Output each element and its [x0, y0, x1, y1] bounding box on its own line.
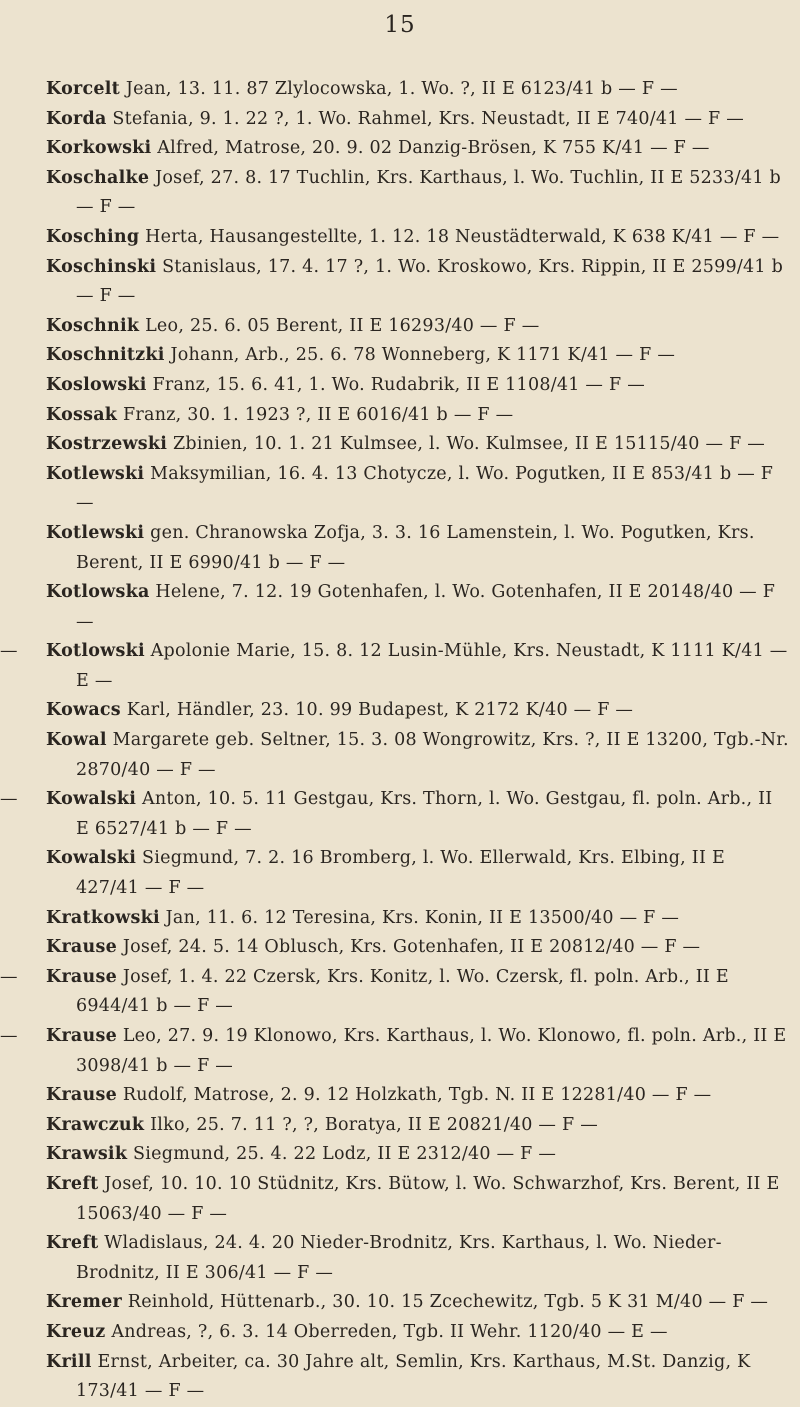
entry-surname: Kossak: [46, 404, 118, 425]
list-item: [0, 1081, 800, 1111]
entry-list: [0, 75, 800, 1407]
entry-surname: Kreft: [46, 1233, 99, 1254]
entry-details: Leo, 27. 9. 19 Klonowo, Krs. Karthaus, l. Wo. Klonowo, fl. poln. Arb., II E 3098/41 b — F —: [76, 1026, 787, 1076]
entry-surname: Korkowski: [46, 138, 152, 159]
entry-details: Helene, 7. 12. 19 Gotenhafen, l. Wo. Gotenhafen, II E 20148/40 — F —: [76, 582, 776, 632]
entry-surname: Krawsik: [46, 1144, 128, 1165]
list-item: [0, 785, 800, 844]
entry-surname: Krawczuk: [46, 1114, 145, 1135]
entry-surname: Kotlowska: [46, 582, 150, 603]
entry-details: Reinhold, Hüttenarb., 30. 10. 15 Zcechewitz, Tgb. 5 K 31 M/40 — F —: [127, 1292, 769, 1313]
list-item: [0, 933, 800, 963]
margin-dash-mark: —: [0, 966, 18, 987]
margin-dash-mark: —: [0, 1026, 18, 1046]
list-item: [0, 844, 800, 903]
entry-details: Karl, Händler, 23. 10. 99 Budapest, K 2172 K/40 — F —: [126, 700, 634, 721]
list-item: [0, 1140, 800, 1170]
entry-details: Stefania, 9. 1. 22 ?, 1. Wo. Rahmel, Krs. Neustadt, II E 740/41 — F —: [112, 108, 744, 129]
entry-surname: Kremer: [46, 1292, 122, 1313]
list-item: [0, 164, 800, 223]
entry-details: Leo, 25. 6. 05 Berent, II E 16293/40 — F —: [145, 315, 540, 336]
entry-surname: Koschnik: [46, 315, 140, 336]
list-item: [0, 460, 800, 519]
entry-details: Siegmund, 7. 2. 16 Bromberg, l. Wo. Ellerwald, Krs. Elbing, II E 427/41 — F —: [76, 848, 725, 899]
entry-details: Josef, 27. 8. 17 Tuchlin, Krs. Karthaus, l. Wo. Tuchlin, II E 5233/41 b — F —: [76, 167, 781, 218]
list-item: [0, 578, 800, 637]
list-item: [0, 223, 800, 253]
entry-surname: Kotlewski: [46, 522, 145, 543]
margin-dash-mark: —: [0, 641, 18, 662]
entry-surname: Koschalke: [46, 167, 150, 188]
entry-details: gen. Chranowska Zofja, 3. 3. 16 Lamenstein, l. Wo. Pogutken, Krs. Berent, II E 6990/41 b — F —: [76, 522, 755, 573]
list-item: [0, 1111, 800, 1141]
entry-details: Siegmund, 25. 4. 22 Lodz, II E 2312/40 — F —: [133, 1144, 557, 1165]
entry-details: Anton, 10. 5. 11 Gestgau, Krs. Thorn, l. Wo. Gestgau, fl. poln. Arb., II E 6527/41 b — F —: [76, 789, 773, 839]
entry-surname: Krause: [46, 966, 117, 987]
list-item: [0, 75, 800, 105]
entry-details: Franz, 30. 1. 1923 ?, II E 6016/41 b — F —: [123, 404, 514, 425]
list-item: [0, 401, 800, 431]
entry-surname: Koschnitzki: [46, 345, 165, 366]
entry-surname: Kosching: [46, 226, 140, 247]
entry-surname: Korcelt: [46, 79, 120, 99]
entry-details: Herta, Hausangestellte, 1. 12. 18 Neustädterwald, K 638 K/41 — F —: [145, 226, 780, 247]
list-item: [0, 519, 800, 578]
list-item: [0, 1348, 800, 1407]
entry-surname: Krause: [46, 937, 117, 958]
entry-details: Ilko, 25. 7. 11 ?, ?, Boratya, II E 20821/40 — F —: [150, 1114, 598, 1135]
list-item: [0, 963, 800, 1022]
entry-surname: Kostrzewski: [46, 434, 168, 455]
list-item: [0, 726, 800, 785]
entry-details: Jan, 11. 6. 12 Teresina, Krs. Konin, II E 13500/40 — F —: [165, 907, 680, 928]
list-item: [0, 696, 800, 726]
entry-surname: Krause: [46, 1026, 117, 1046]
entry-details: Andreas, ?, 6. 3. 14 Oberreden, Tgb. II Wehr. 1120/40 — E —: [111, 1321, 668, 1342]
entry-details: Wladislaus, 24. 4. 20 Nieder-Brodnitz, Krs. Karthaus, l. Wo. Nieder-Brodnitz, II E 306/41 — F —: [76, 1233, 722, 1283]
entry-surname: Kowal: [46, 730, 107, 751]
entry-surname: Krause: [46, 1085, 117, 1106]
entry-details: Alfred, Matrose, 20. 9. 02 Danzig-Brösen, K 755 K/41 — F —: [157, 138, 710, 159]
list-item: [0, 371, 800, 401]
list-item: [0, 1288, 800, 1318]
entry-surname: Korda: [46, 108, 107, 129]
entry-details: Ernst, Arbeiter, ca. 30 Jahre alt, Semlin, Krs. Karthaus, M.St. Danzig, K 173/41 — F —: [76, 1351, 751, 1402]
entry-details: Jean, 13. 11. 87 Zlylocowska, 1. Wo. ?, II E 6123/41 b — F —: [125, 79, 678, 99]
entry-details: Johann, Arb., 25. 6. 78 Wonneberg, K 1171 K/41 — F —: [170, 345, 676, 366]
entry-surname: Kotlewski: [46, 463, 145, 484]
entry-surname: Kratkowski: [46, 907, 160, 928]
entry-details: Josef, 10. 10. 10 Stüdnitz, Krs. Bütow, l. Wo. Schwarzhof, Krs. Berent, II E 15063/40 — F —: [76, 1173, 780, 1224]
entry-details: Stanislaus, 17. 4. 17 ?, 1. Wo. Kroskowo, Krs. Rippin, II E 2599/41 b — F —: [76, 256, 784, 307]
entry-surname: Kowalski: [46, 848, 137, 869]
entry-details: Josef, 24. 5. 14 Oblusch, Krs. Gotenhafen, II E 20812/40 — F —: [122, 937, 701, 958]
margin-dash-mark: —: [0, 789, 18, 810]
list-item: [0, 105, 800, 135]
list-item: [0, 637, 800, 696]
entry-details: Rudolf, Matrose, 2. 9. 12 Holzkath, Tgb. N. II E 12281/40 — F —: [122, 1085, 712, 1106]
list-item: [0, 430, 800, 460]
page-number: 15: [384, 12, 416, 38]
entry-surname: Kreuz: [46, 1321, 106, 1342]
list-item: [0, 1229, 800, 1288]
entry-surname: Krill: [46, 1351, 92, 1372]
list-item: [0, 1318, 800, 1348]
list-item: [0, 1022, 800, 1081]
entry-surname: Kreft: [46, 1173, 99, 1194]
entry-surname: Kowalski: [46, 789, 137, 810]
list-item: [0, 312, 800, 342]
entry-surname: Kotlowski: [46, 641, 145, 662]
entry-details: Maksymilian, 16. 4. 13 Chotycze, l. Wo. Pogutken, II E 853/41 b — F —: [76, 463, 774, 514]
entry-details: Apolonie Marie, 15. 8. 12 Lusin-Mühle, Krs. Neustadt, K 1111 K/41 — E —: [76, 641, 788, 691]
list-item: [0, 341, 800, 371]
entry-details: Franz, 15. 6. 41, 1. Wo. Rudabrik, II E 1108/41 — F —: [152, 374, 645, 395]
entry-surname: Koschinski: [46, 256, 157, 277]
entry-details: Margarete geb. Seltner, 15. 3. 08 Wongrowitz, Krs. ?, II E 13200, Tgb.-Nr. 2870/40 — F —: [76, 730, 789, 780]
list-item: [0, 904, 800, 934]
list-item: [0, 134, 800, 164]
entry-surname: Kowacs: [46, 700, 121, 721]
list-item: [0, 253, 800, 312]
list-item: [0, 1170, 800, 1229]
entry-details: Zbinien, 10. 1. 21 Kulmsee, l. Wo. Kulmsee, II E 15115/40 — F —: [173, 434, 766, 455]
entry-surname: Koslowski: [46, 374, 147, 395]
entry-details: Josef, 1. 4. 22 Czersk, Krs. Konitz, l. Wo. Czersk, fl. poln. Arb., II E 6944/41 b — F —: [76, 966, 729, 1017]
